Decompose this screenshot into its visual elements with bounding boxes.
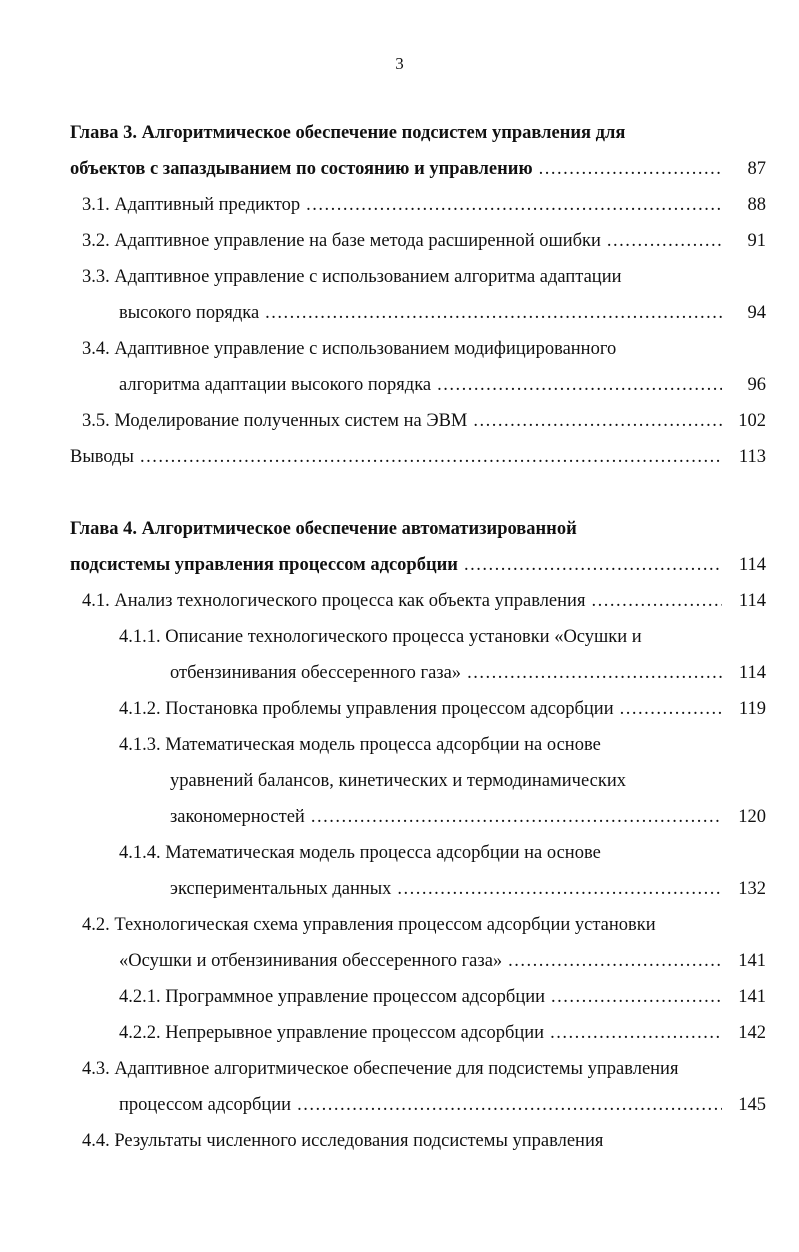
toc-leader-dots <box>140 443 722 471</box>
toc-section-3-4-line-2 <box>119 371 766 399</box>
toc-page-number: 94 <box>747 303 766 323</box>
toc-page-number: 96 <box>747 375 766 395</box>
toc-section-4-1-2 <box>119 695 766 723</box>
toc-leader-dots <box>551 983 722 1011</box>
toc-page-number: 141 <box>738 987 766 1007</box>
toc-text: 3.4. Адаптивное управление с использованием модифицированного <box>82 339 617 359</box>
toc-text: Выводы <box>70 447 134 467</box>
toc-section-3-2 <box>82 227 766 255</box>
toc-leader-dots <box>397 875 722 903</box>
toc-leader-dots <box>591 587 722 615</box>
toc-text: 4.2.2. Непрерывное управление процессом адсорбции <box>119 1023 545 1043</box>
toc-page-number: 102 <box>738 411 766 431</box>
toc-page-number: 120 <box>738 807 766 827</box>
toc-text: процессом адсорбции <box>119 1095 292 1115</box>
toc-page-number: 88 <box>747 195 766 215</box>
toc-text: 4.2. Технологическая схема управления процессом адсорбции установки <box>82 915 656 935</box>
toc-text: 3.5. Моделирование полученных систем на ЭВМ <box>82 411 468 431</box>
toc-text: экспериментальных данных <box>170 879 392 899</box>
toc-leader-dots <box>464 551 722 579</box>
toc-text: 4.1. Анализ технологического процесса как объекта управления <box>82 591 586 611</box>
toc-text: 4.2.1. Программное управление процессом адсорбции <box>119 987 546 1007</box>
toc-chapter-4-title-line-1 <box>70 515 766 543</box>
toc-section-4-2-line-2 <box>119 947 766 975</box>
toc-page-number: 113 <box>738 447 766 467</box>
toc-text: 4.1.3. Математическая модель процесса адсорбции на основе <box>119 735 601 755</box>
toc-page-number: 114 <box>738 555 766 575</box>
toc-text: 4.1.4. Математическая модель процесса адсорбции на основе <box>119 843 601 863</box>
toc-leader-dots <box>311 803 722 831</box>
toc-section-4-1-3-line-2 <box>170 767 766 795</box>
toc-text: Глава 4. Алгоритмическое обеспечение автоматизированной <box>70 519 577 539</box>
toc-text: 4.4. Результаты численного исследования подсистемы управления <box>82 1131 604 1151</box>
toc-leader-dots <box>306 191 722 219</box>
toc-leader-dots <box>297 1091 722 1119</box>
toc-section-4-1-4-line-1 <box>119 839 766 867</box>
toc-page-number: 141 <box>738 951 766 971</box>
toc-page-number: 114 <box>738 591 766 611</box>
toc-section-4-3-line-2 <box>119 1091 766 1119</box>
toc-conclusions <box>70 443 766 471</box>
toc-section-4-3-line-1 <box>82 1055 766 1083</box>
toc-chapter-4-title-line-2 <box>70 551 766 579</box>
toc-leader-dots <box>607 227 722 255</box>
toc-text: отбензинивания обессеренного газа» <box>170 663 462 683</box>
toc-leader-dots <box>620 695 722 723</box>
toc-page-number: 114 <box>738 663 766 683</box>
toc-section-4-1-3-line-3 <box>170 803 766 831</box>
toc-text: алгоритма адаптации высокого порядка <box>119 375 432 395</box>
toc-page-number: 87 <box>747 159 766 179</box>
toc-page-number: 145 <box>738 1095 766 1115</box>
toc-text: «Осушки и отбензинивания обессеренного газа» <box>119 951 503 971</box>
toc-leader-dots <box>437 371 722 399</box>
toc-section-4-1-1-line-2 <box>170 659 766 687</box>
toc-text: 3.2. Адаптивное управление на базе метода расширенной ошибки <box>82 231 601 251</box>
toc-text: 4.1.2. Постановка проблемы управления процессом адсорбции <box>119 699 614 719</box>
toc-section-3-5 <box>82 407 766 435</box>
toc-text: высокого порядка <box>119 303 260 323</box>
toc-leader-dots <box>473 407 722 435</box>
toc-text: 4.3. Адаптивное алгоритмическое обеспечение для подсистемы управления <box>82 1059 679 1079</box>
toc-section-3-4-line-1 <box>82 335 766 363</box>
page-number: 3 <box>395 54 404 73</box>
toc-section-4-1-1-line-1 <box>119 623 766 651</box>
toc-leader-dots <box>539 155 722 183</box>
toc-leader-dots <box>467 659 722 687</box>
toc-text: уравнений балансов, кинетических и термодинамических <box>170 771 626 791</box>
toc-section-4-2-2 <box>119 1019 766 1047</box>
toc-text: Глава 3. Алгоритмическое обеспечение подсистем управления для <box>70 123 626 143</box>
toc-text: подсистемы управления процессом адсорбции <box>70 555 458 575</box>
toc-section-3-1 <box>82 191 766 219</box>
toc-page-number: 91 <box>747 231 766 251</box>
toc-leader-dots <box>550 1019 722 1047</box>
toc-section-3-3-line-1 <box>82 263 766 291</box>
toc-text: 3.3. Адаптивное управление с использованием алгоритма адаптации <box>82 267 622 287</box>
toc-page-number: 132 <box>738 879 766 899</box>
toc-text: закономерностей <box>170 807 305 827</box>
toc-section-4-1-4-line-2 <box>170 875 766 903</box>
toc-page-number: 119 <box>738 699 766 719</box>
toc-section-4-4-line-1 <box>82 1127 766 1155</box>
toc-section-4-1-3-line-1 <box>119 731 766 759</box>
toc-leader-dots <box>265 299 722 327</box>
toc-text: 3.1. Адаптивный предиктор <box>82 195 301 215</box>
toc-chapter-3-title-line-1 <box>70 119 766 147</box>
toc-chapter-3-title-line-2 <box>70 155 766 183</box>
toc-section-4-2-line-1 <box>82 911 766 939</box>
toc-section-3-3-line-2 <box>119 299 766 327</box>
toc-text: 4.1.1. Описание технологического процесса установки «Осушки и <box>119 627 642 647</box>
toc-section-4-2-1 <box>119 983 766 1011</box>
toc-page-number: 142 <box>738 1023 766 1043</box>
toc-section-4-1 <box>82 587 766 615</box>
toc-leader-dots <box>508 947 722 975</box>
toc-text: объектов с запаздыванием по состоянию и управлению <box>70 159 533 179</box>
